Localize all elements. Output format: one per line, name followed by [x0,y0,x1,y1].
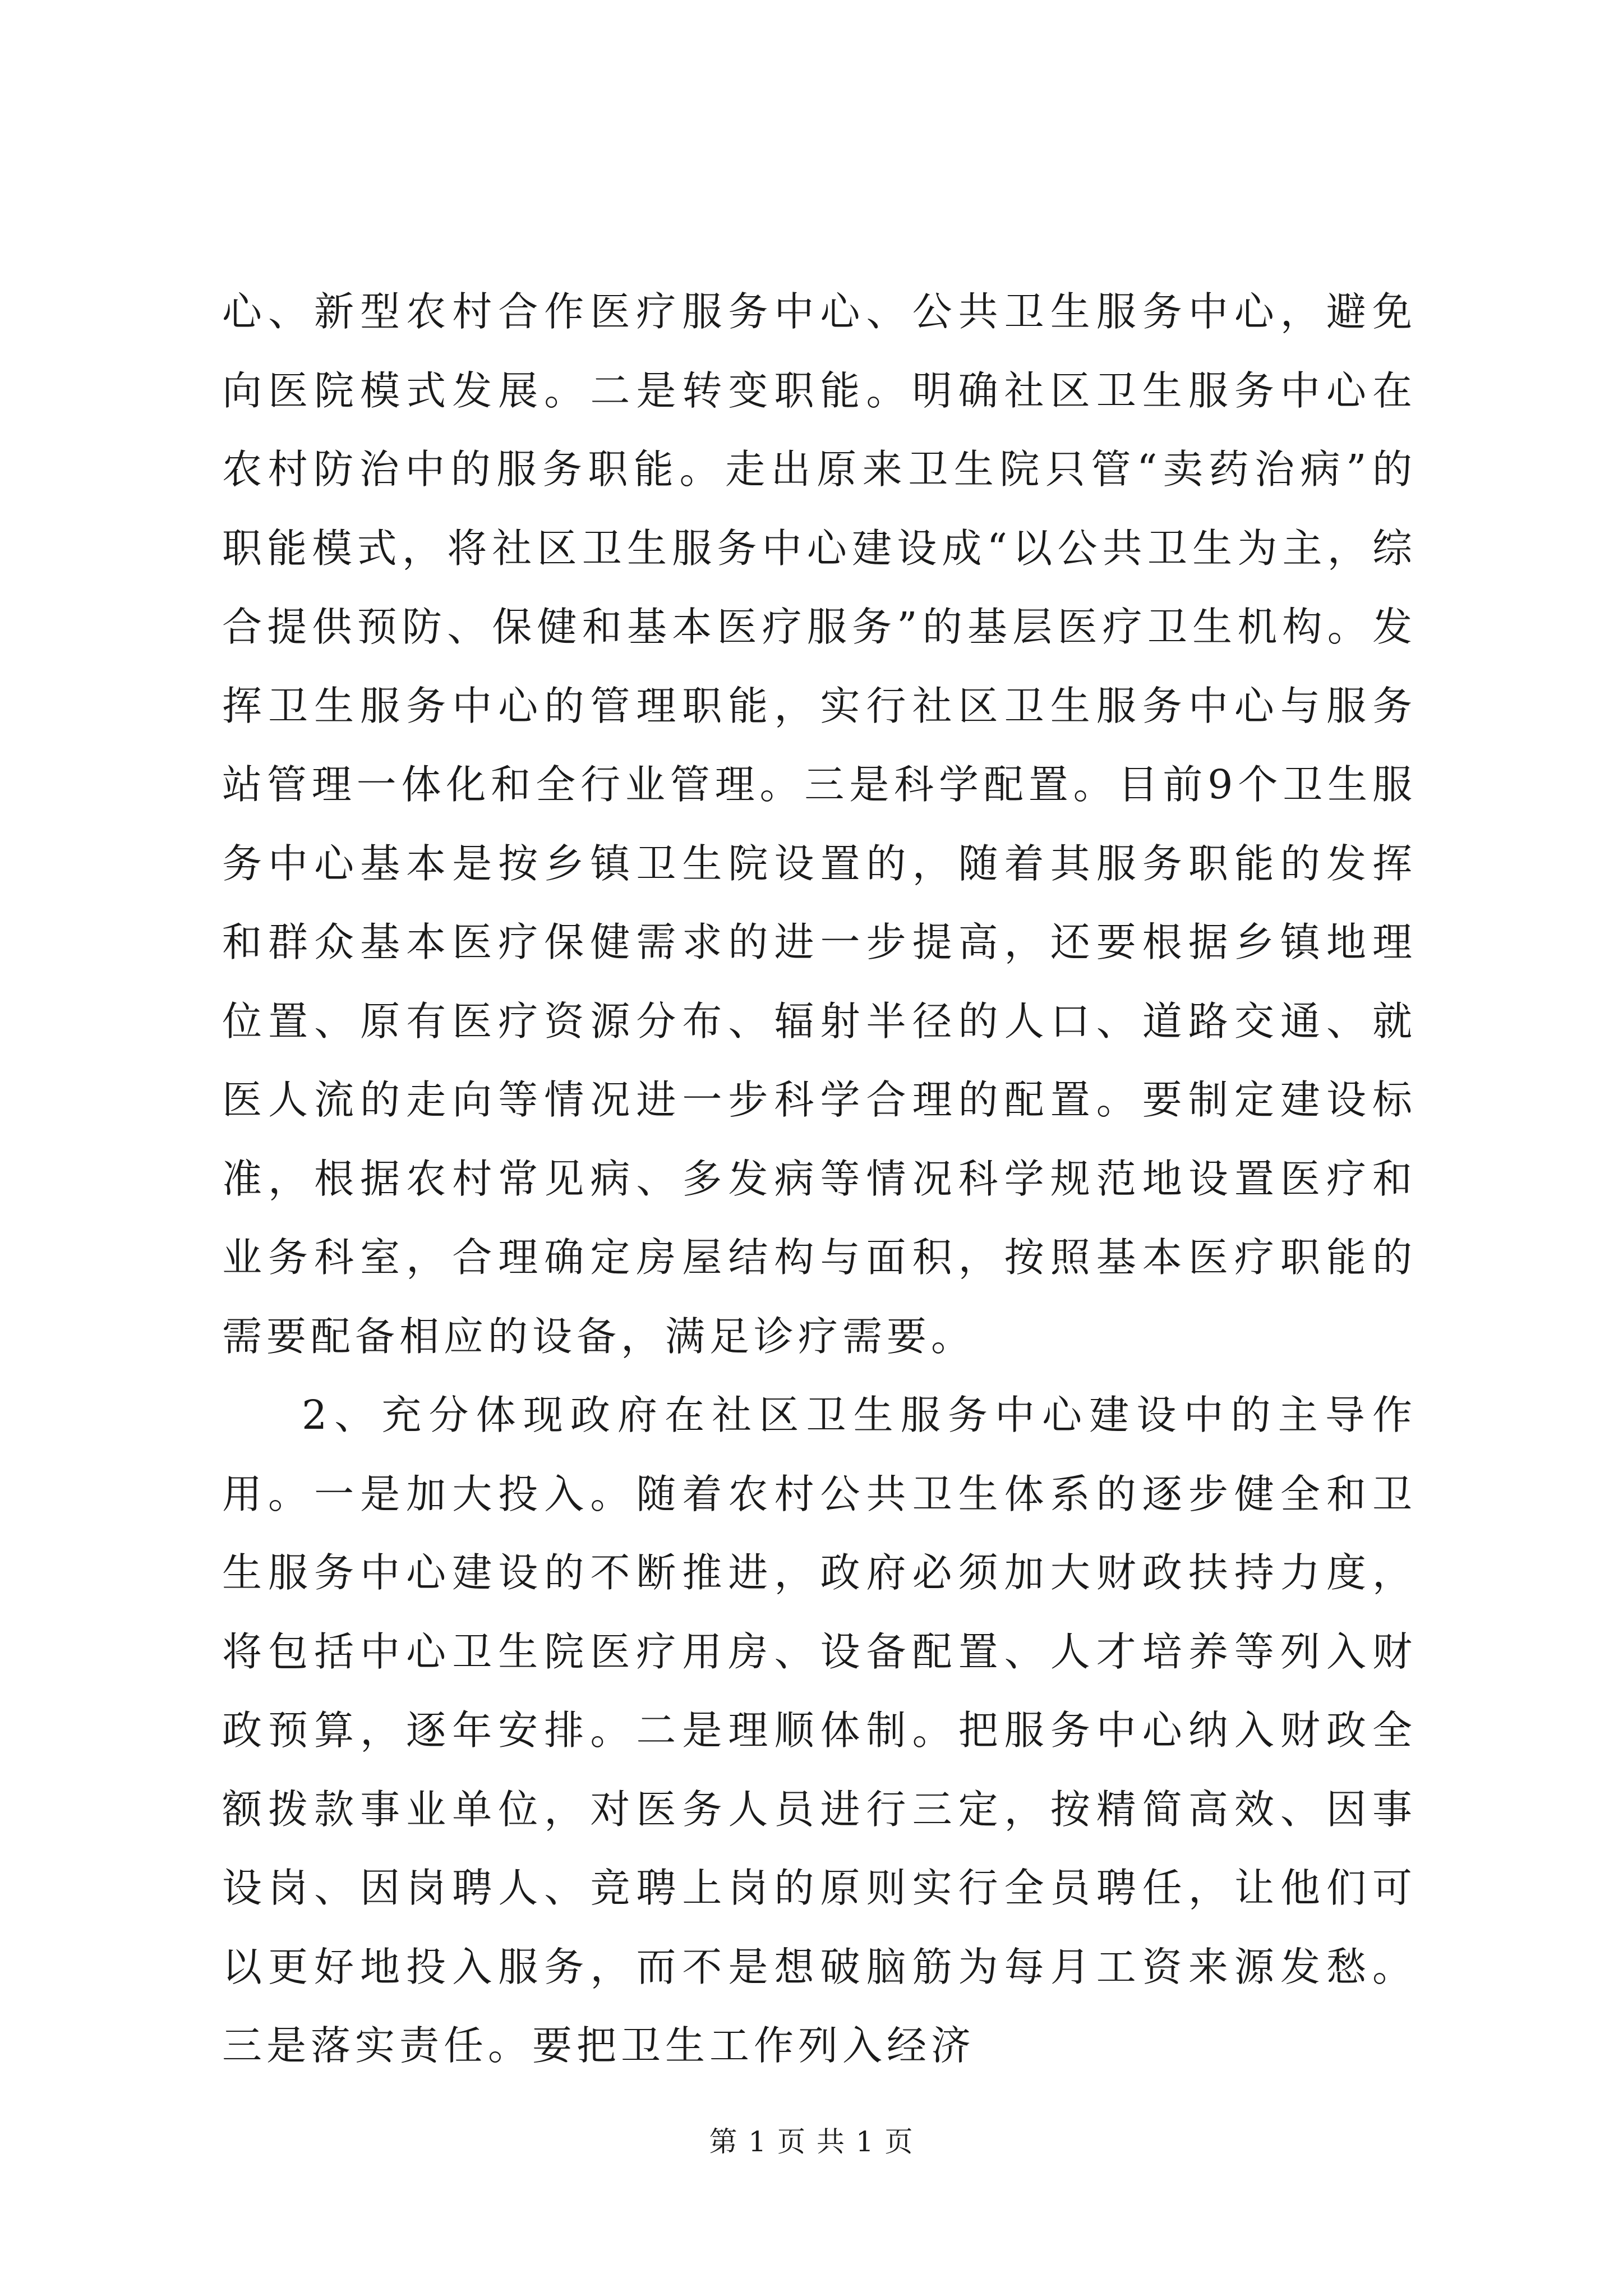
paragraph-1: 心、新型农村合作医疗服务中心、公共卫生服务中心，避免向医院模式发展。二是转变职能。明确社区卫生服务中心在农村防治中的服务职能。走出原来卫生院只管“卖药治病”的职能模式，将社区卫生服务中心建设成“以公共卫生为主，综合提供预防、保健和基本医疗服务”的基层医疗卫生机构。发挥卫生服务中心的管理职能，实行社区卫生服务中心与服务站管理一体化和全行业管理。三是科学配置。目前9个卫生服务中心基本是按乡镇卫生院设置的，随着其服务职能的发挥和群众基本医疗保健需求的进一步提高，还要根据乡镇地理位置、原有医疗资源分布、辐射半径的人口、道路交通、就医人流的走向等情况进一步科学合理的配置。要制定建设标准，根据农村常见病、多发病等情况科学规范地设置医疗和业务科室，合理确定房屋结构与面积，按照基本医疗职能的需要配备相应的设备，满足诊疗需要。 [222,288,1417,1360]
paragraph-2: 2、充分体现政府在社区卫生服务中心建设中的主导作用。一是加大投入。随着农村公共卫生体系的逐步健全和卫生服务中心建设的不断推进，政府必须加大财政扶持力度，将包括中心卫生院医疗用房、设备配置、人才培养等列入财政预算，逐年安排。二是理顺体制。把服务中心纳入财政全额拨款事业单位，对医务人员进行三定，按精简高效、因事设岗、因岗聘人、竞聘上岗的原则实行全员聘任，让他们可以更好地投入服务，而不是想破脑筋为每月工资来源发愁。三是落实责任。要把卫生工作列入经济 [222,1392,1417,2069]
page-footer: 第 1 页 共 1 页 [709,2125,914,2158]
body-text [222,273,1417,2086]
